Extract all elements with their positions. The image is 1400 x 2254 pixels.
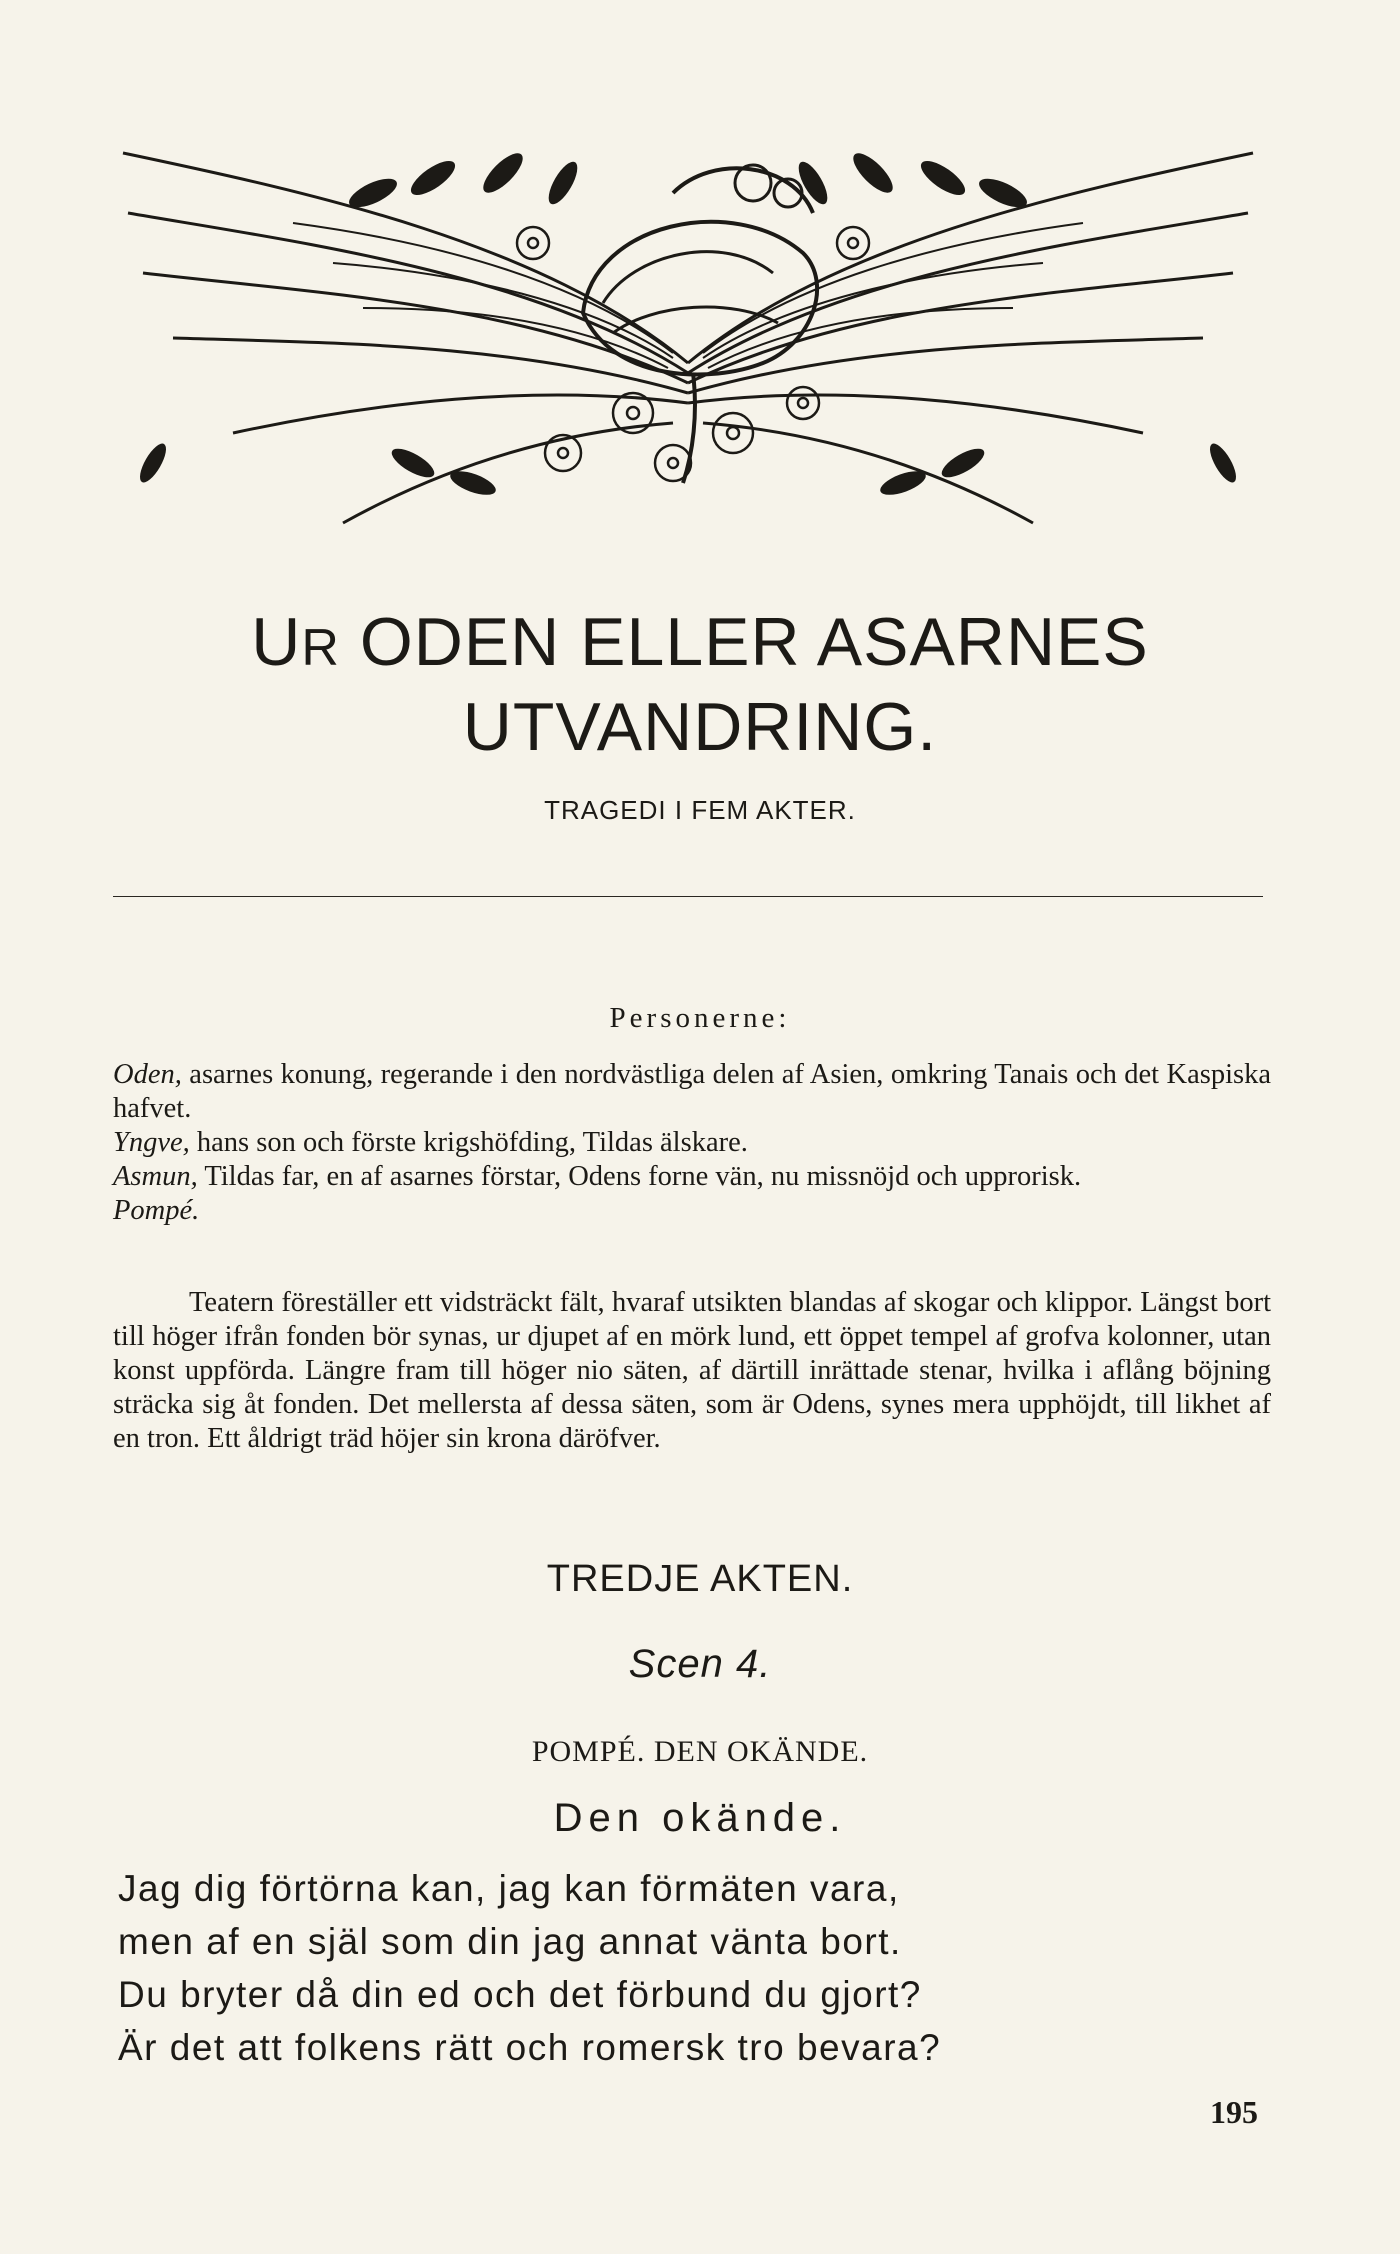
horizontal-divider [113,896,1263,897]
act-heading: TREDJE AKTEN. [546,1558,854,1600]
verse-line: Jag dig förtörna kan, jag kan förmäten vara, [118,1868,900,1909]
role-description: asarnes konung, regerande i den nordvästliga delen af Asien, omkring Tanais och det Kaspiska hafvet. [113,1059,1272,1124]
subtitle: TRAGEDI I FEM AKTER. [544,795,856,825]
role-description: hans son och förste krigshöfding, Tildas älskare. [196,1127,748,1158]
stage-setting: Teatern föreställer ett vidsträckt fält, hvaraf utsikten blandas af skogar och klippor. Längst bort till höger ifrån fonden bör synas, ur djupet af en mörk lund, ett öppet tempel af grofva kolonner, utan konst uppförda. Längre fram till höger nio säten, af därtill inrättade stenar, hvilka i aflång böjning sträcka sig åt fonden. Det mellersta af dessa säten, som är Odens, synes mera upphöjdt, till likhet af en tron. Ett åldrigt träd höjer sin krona däröfver. [113,1287,1271,1454]
verse-line: Är det att folkens rätt och romersk tro bevara? [118,2027,942,2068]
role-name: Pompé. [113,1195,200,1226]
cast-entry [113,1126,1271,1160]
scene-heading: Scen 4. [628,1642,772,1686]
cast-entry [113,1194,1271,1228]
role-name: Asmun, [113,1161,198,1192]
scene-characters: POMPÉ. DEN OKÄNDE. [531,1735,869,1768]
speaker-name: Den okände. [553,1796,847,1840]
laurel-helmet-ornament-icon [113,133,1263,533]
verse-line: men af en själ som din jag annat vänta bort. [118,1921,902,1962]
role-description: Tildas far, en af asarnes förstar, Odens forne vän, nu missnöjd och upprorisk. [204,1161,1082,1192]
role-name: Yngve, [113,1127,190,1158]
cast-heading: Personerne: [609,1002,791,1034]
cast-list [113,1058,1271,1228]
verse-lines [118,1862,941,2074]
page-number: 195 [1210,2094,1258,2130]
verse-line: Du bryter då din ed och det förbund du gjort? [118,1974,922,2015]
role-name: Oden, [113,1059,182,1090]
title-line-1: UR ODEN ELLER ASARNES [251,604,1149,680]
cast-entry [113,1160,1271,1194]
cast-entry [113,1058,1271,1126]
title-line-2: UTVANDRING. [462,689,938,765]
